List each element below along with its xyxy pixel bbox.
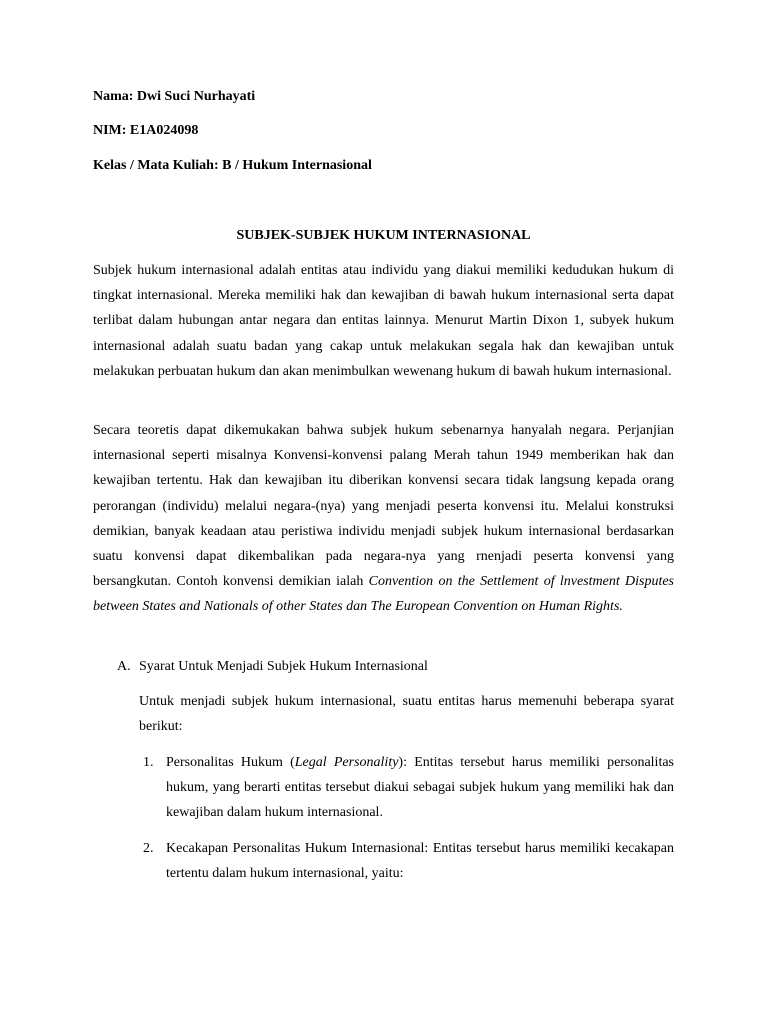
paragraph-theory-text: Secara teoretis dapat dikemukakan bahwa subjek hukum sebenarnya hanyalah negara. Perjanjian internasional seperti misalnya Konvensi-konvensi palang Merah tahun 1949 memberikan hak dan kewajiban tertentu. Hak dan kewajiban itu diberikan konvensi secara tidak langsung kepada orang perorangan (individu) melalui negara-(nya) yang menjadi peserta konvensi itu. Melalui konstruksi demikian, banyak keadaan atau peristiwa individu menjadi subjek hukum internasional berdasarkan suatu konvensi dapat dikembalikan pada negara-nya yang rnenjadi peserta konvensi yang bersangkutan. Contoh konvensi demikian ialah xyxy=(93,423,674,590)
paragraph-definition: Subjek hukum internasional adalah entitas atau individu yang diakui memiliki kedudukan hukum di tingkat internasional. Mereka memiliki hak dan kewajiban di bawah hukum internasional serta dapat terlibat dalam hubungan antar negara dan entitas lainnya. Menurut Martin Dixon 1, subyek hukum internasional adalah suatu badan yang cakap untuk melakukan segala hak dan kewajiban untuk melakukan perbuatan hukum dan akan menimbulkan wewenang hukum di bawah hukum internasional. xyxy=(93,263,674,379)
section-a-heading xyxy=(117,658,428,676)
list-item-rest: ): Entitas tersebut harus memiliki personalitas hukum, yang berarti entitas tersebut diakui sebagai subjek hukum yang memiliki hak dan kewajiban dalam hukum internasional. xyxy=(166,755,675,820)
paragraph-theory xyxy=(93,418,674,620)
list-item-number: 2. xyxy=(143,841,154,856)
class-course: Kelas / Mata Kuliah: B / Hukum Internasional xyxy=(93,158,372,173)
paragraph-theory-italic: Convention on the Settlement of lnvestment Disputes between States and Nationals of other States dan The European Convention on Human Rights. xyxy=(93,574,675,615)
student-name: Nama: Dwi Suci Nurhayati xyxy=(93,89,256,104)
list-item-lead: Personalitas Hukum ( xyxy=(166,755,295,770)
section-a-marker: A. xyxy=(117,659,131,674)
list-item-italic: Legal Personality xyxy=(294,755,399,770)
list-item xyxy=(139,836,674,886)
list-item-text xyxy=(139,750,674,825)
list-item-lead: Kecakapan Personalitas Hukum Internasional: Entitas tersebut harus memiliki kecakapan tertentu dalam hukum internasional, yaitu: xyxy=(166,841,674,881)
section-a-intro: Untuk menjadi subjek hukum internasional, suatu entitas harus memenuhi beberapa syarat berikut: xyxy=(139,694,674,734)
document-title: SUBJEK-SUBJEK HUKUM INTERNASIONAL xyxy=(236,228,531,243)
list-item-number: 1. xyxy=(143,755,154,770)
list-item-text xyxy=(139,836,674,886)
list-item xyxy=(139,750,674,825)
student-nim: NIM: E1A024098 xyxy=(93,123,199,138)
section-a-title: Syarat Untuk Menjadi Subjek Hukum Internasional xyxy=(139,659,428,674)
